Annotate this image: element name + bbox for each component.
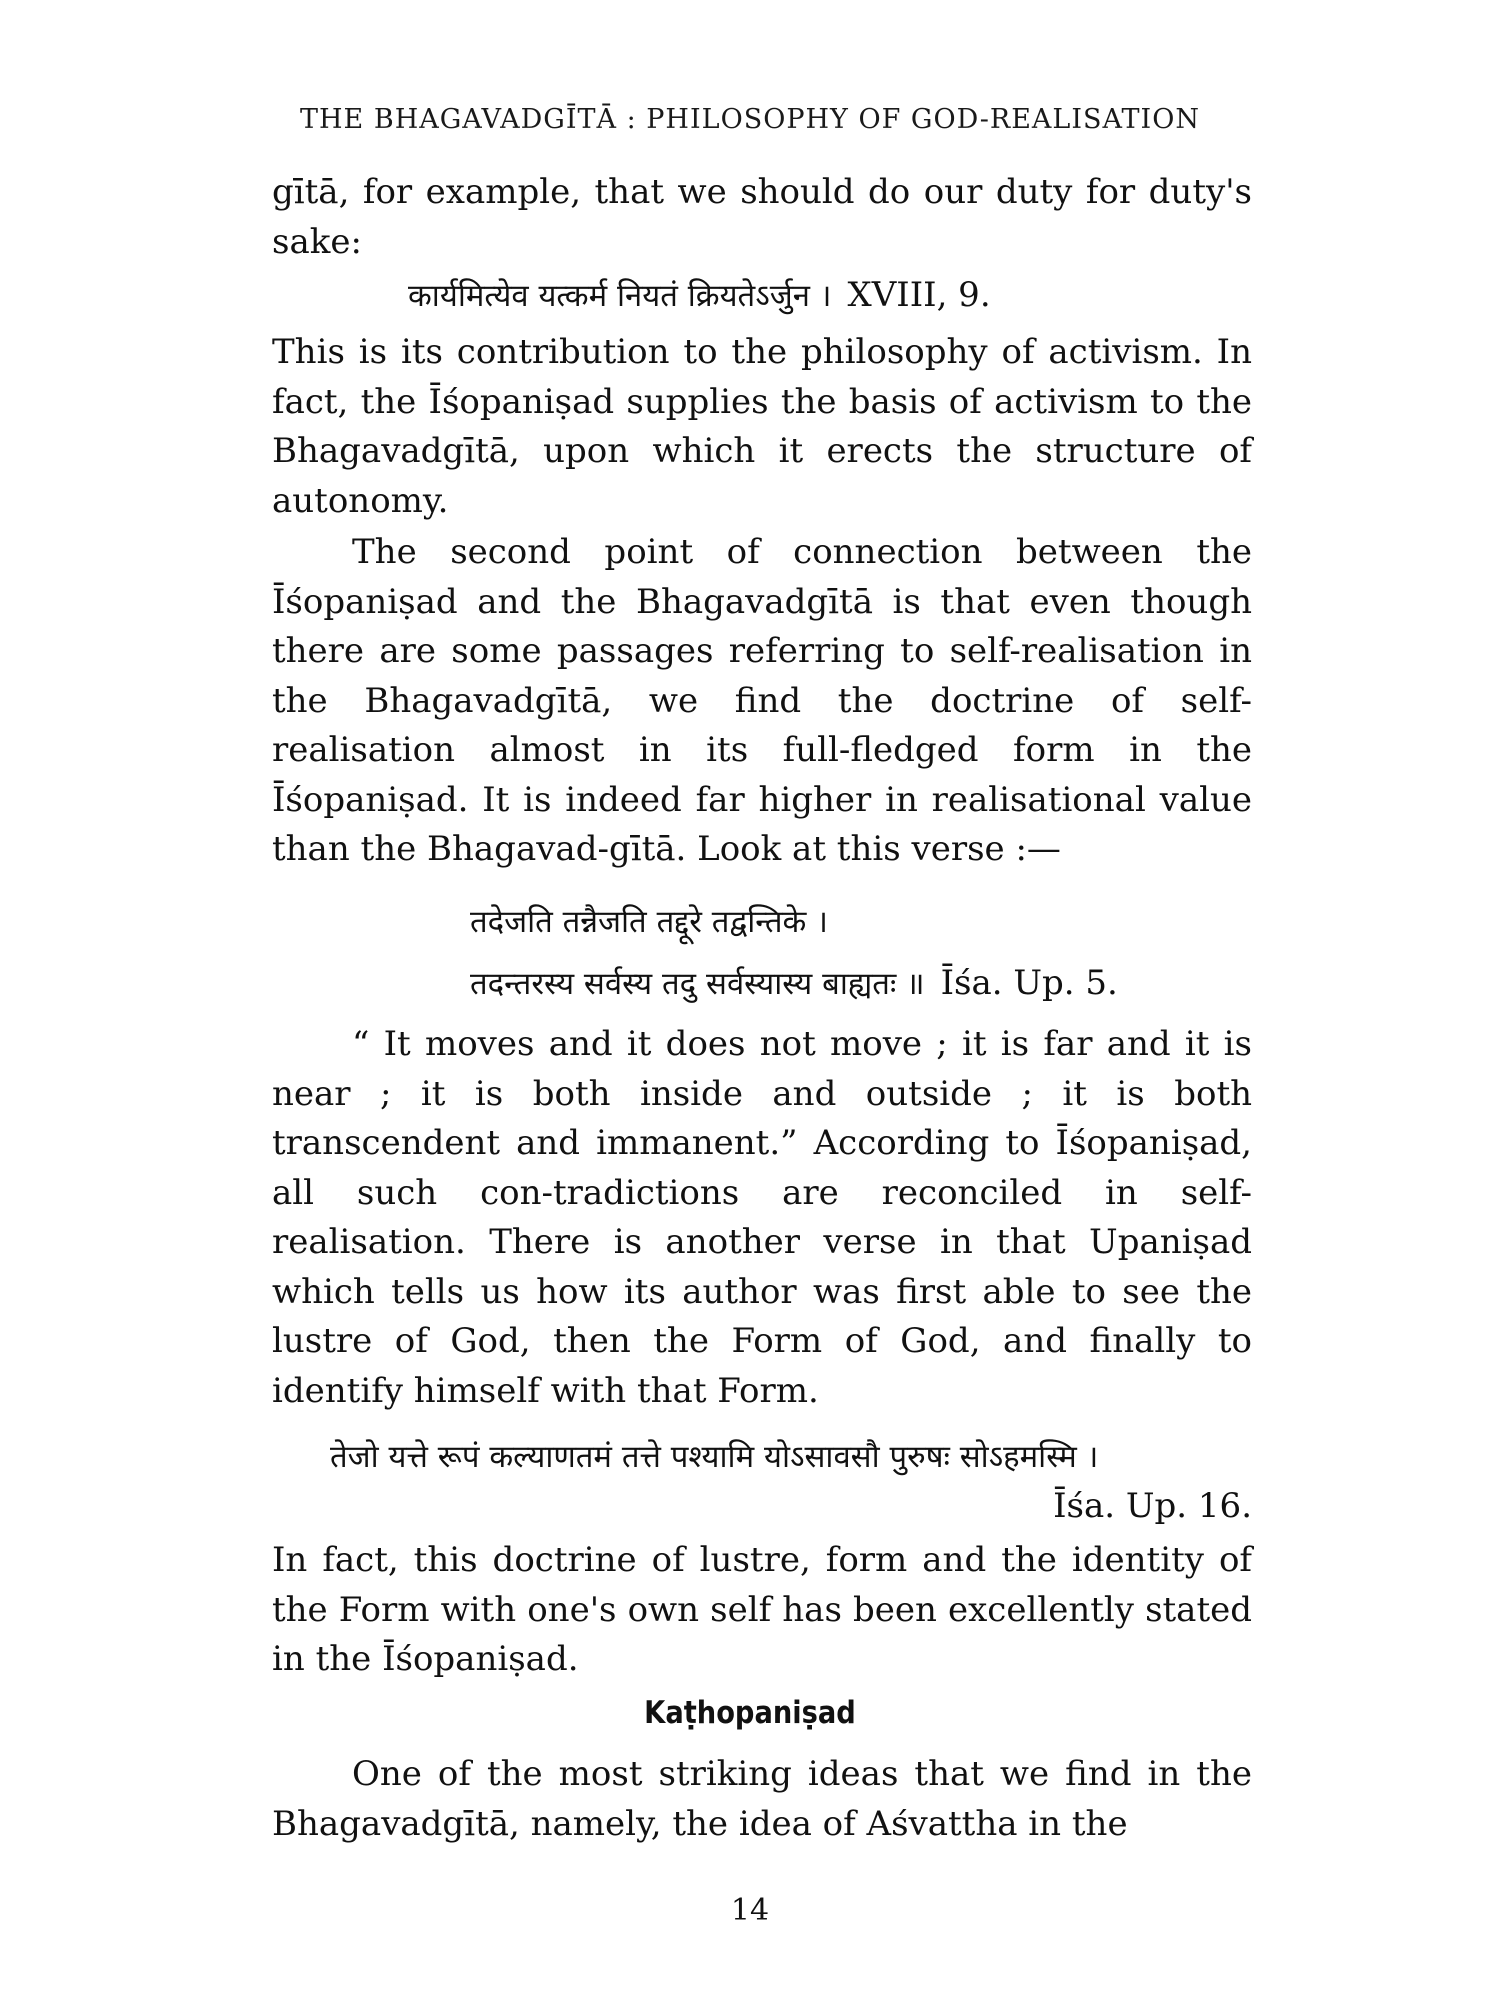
paragraph-lustre bbox=[272, 1536, 1252, 1685]
verse-reference: XVIII, 9. bbox=[847, 275, 991, 315]
verse-isa5-line1 bbox=[470, 900, 828, 942]
paragraph-text: The second point of connection between the Īśopaniṣad and the Bhagavadgītā is that even though there are some passages referring to self-realisation in the Bhagavadgītā, we find the doctrine of self-realisation almost in its full-fledged form in the Īśopaniṣad. It is indeed far higher in realisational value than the Bhagavad-gītā. Look at this verse :— bbox=[272, 532, 1252, 869]
verse-isa16-reference: Īśa. Up. 16. bbox=[1053, 1486, 1252, 1526]
page-number: 14 bbox=[730, 1893, 770, 1928]
verse-text: तदेजति तन्नैजति तद्दूरे तद्वन्तिके । bbox=[470, 904, 828, 940]
paragraph-asvattha bbox=[272, 1750, 1252, 1849]
verse-text: कार्यमित्येव यत्कर्म नियतं क्रियतेऽर्जुन । bbox=[408, 278, 832, 314]
paragraph-second-point bbox=[272, 528, 1252, 875]
verse-gita bbox=[408, 274, 991, 316]
paragraph-text: “ It moves and it does not move ; it is far and it is near ; it is both inside and outside ; it is both transcendent and immanent.” According to Īśopaniṣad, all such con-tradictions are reconciled in self-realisation. There is another verse in that Upaniṣad which tells us how its author was first able to see the lustre of God, then the Form of God, and finally to identify himself with that Form. bbox=[272, 1024, 1252, 1411]
paragraph-text: gītā, for example, that we should do our duty for duty's sake: bbox=[272, 172, 1252, 262]
paragraph-text: This is its contribution to the philosophy of activism. In fact, the Īśopaniṣad supplies the basis of activism to the Bhagavadgītā, upon which it erects the structure of autonomy. bbox=[272, 332, 1252, 521]
verse-text: तदन्तरस्य सर्वस्य तदु सर्वस्यास्य बाह्यतः ॥ bbox=[470, 966, 925, 1002]
running-head: THE BHAGAVADGĪTĀ : PHILOSOPHY OF GOD-REALISATION bbox=[300, 104, 1200, 135]
paragraph-duty bbox=[272, 168, 1252, 267]
section-heading: Kaṭhopaniṣad bbox=[644, 1695, 856, 1731]
paragraph-it-moves bbox=[272, 1020, 1252, 1416]
paragraph-activism bbox=[272, 328, 1252, 526]
verse-isa5-line2 bbox=[470, 962, 1118, 1004]
verse-isa16 bbox=[330, 1435, 1098, 1477]
verse-reference: Īśa. Up. 5. bbox=[940, 963, 1118, 1003]
paragraph-text: In fact, this doctrine of lustre, form and the identity of the Form with one's own self has been excellently stated in the Īśopaniṣad. bbox=[272, 1540, 1252, 1679]
paragraph-text: One of the most striking ideas that we find in the Bhagavadgītā, namely, the idea of Aśvattha in the bbox=[272, 1754, 1252, 1844]
verse-text: तेजो यत्ते रूपं कल्याणतमं तत्ते पश्यामि योऽसावसौ पुरुषः सोऽहमस्मि । bbox=[330, 1439, 1099, 1475]
